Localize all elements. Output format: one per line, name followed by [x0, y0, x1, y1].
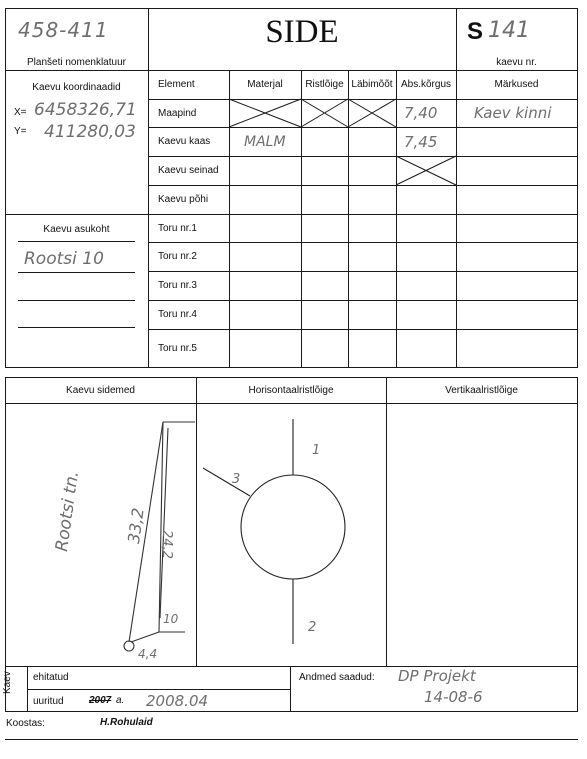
x-value: 6458326,71: [34, 100, 137, 120]
location-title: Kaevu asukoht: [43, 224, 110, 235]
dimension-short: 10: [163, 612, 179, 626]
col-notes: Märkused: [494, 79, 539, 90]
y-value: 411280,03: [44, 122, 136, 142]
data-source-label: Andmed saadud:: [299, 672, 375, 683]
map-sheet-label: Planšeti nomenklatuur: [27, 57, 126, 68]
ties-title: Kaevu sidemed: [66, 385, 135, 396]
coordinates-title: Kaevu koordinaadid: [32, 82, 121, 93]
pipe-1-label: 1: [312, 443, 321, 458]
table-row: Kaevu põhi: [158, 194, 209, 205]
table-row: Kaevu kaas: [158, 136, 211, 147]
well-number-label: kaevu nr.: [496, 57, 537, 68]
col-cross-section: Ristlõige: [305, 79, 344, 90]
surveyed-label: uuritud: [33, 696, 64, 707]
pipe-2-label: 2: [308, 620, 317, 635]
table-row: Kaevu seinad: [158, 165, 219, 176]
table-row: Toru nr.5: [158, 342, 197, 354]
surveyed-value: 2008.04: [146, 692, 209, 710]
dimension-long: 33,2: [124, 506, 148, 545]
well-side-label: Kaev: [2, 671, 13, 694]
ground-abs-height: 7,40: [404, 104, 438, 122]
table-row: Maapind: [158, 107, 197, 119]
col-material: Materjal: [247, 79, 283, 90]
street-label: Rootsi tn.: [52, 469, 84, 553]
crossed-out-cell: [396, 156, 456, 185]
table-row: Toru nr.3: [158, 280, 197, 291]
y-label: Y=: [14, 126, 27, 137]
table-row: Toru nr.4: [158, 309, 197, 320]
col-element: Element: [158, 79, 195, 90]
cover-material: MALM: [244, 134, 286, 150]
pipe-3-label: 3: [232, 472, 241, 487]
surveyed-struck-year: 2007: [89, 695, 112, 706]
dimension-side: 24,2: [159, 530, 174, 559]
data-source-reference: 14-08-6: [424, 688, 483, 706]
horizontal-section-sketch: [196, 404, 386, 666]
horizontal-section-title: Horisontaalristlõige: [248, 385, 334, 396]
map-sheet-value: 458-411: [18, 18, 109, 42]
crossed-out-cells: [229, 99, 396, 127]
vertical-section-title: Vertikaalristlõige: [445, 385, 518, 396]
compiled-value: H.Rohulaid: [100, 717, 153, 728]
data-source-value: DP Projekt: [398, 667, 476, 685]
compiled-label: Koostas:: [6, 718, 45, 729]
page-title: SIDE: [265, 14, 339, 50]
x-label: X=: [14, 107, 27, 118]
table-row: Toru nr.1: [158, 222, 197, 234]
well-prefix: S: [467, 18, 484, 45]
built-label: ehitatud: [33, 672, 69, 683]
dimension-corner: 4,4: [138, 647, 158, 661]
well-number: 141: [488, 18, 530, 43]
ground-notes: Kaev kinni: [474, 104, 552, 122]
col-diameter: Läbimõõt: [351, 79, 393, 90]
col-abs-height: Abs.kõrgus: [400, 79, 452, 90]
surveyed-suffix: a.: [116, 695, 125, 706]
location-value: Rootsi 10: [24, 249, 104, 269]
cover-abs-height: 7,45: [404, 133, 438, 151]
table-row: Toru nr.2: [158, 251, 197, 262]
